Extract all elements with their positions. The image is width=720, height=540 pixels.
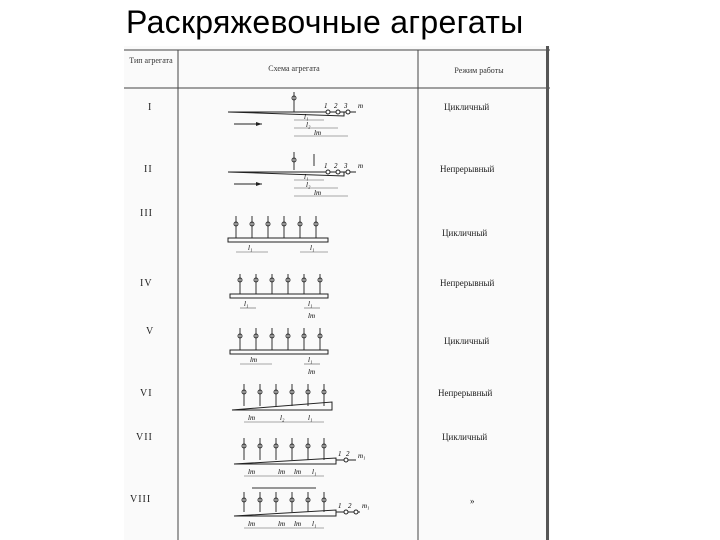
scheme8-dim-lm-b: lm [278, 520, 285, 528]
row-type-5: V [146, 326, 155, 337]
scheme-diagram-4 [224, 270, 374, 322]
scheme1-label-2: 2 [334, 102, 338, 110]
row-type-4: IV [140, 278, 153, 289]
scheme8-label-1: 1 [338, 502, 342, 510]
scheme1-dim-l2: l₂ [306, 121, 311, 129]
scheme7-dim-l1: l₁ [312, 468, 317, 476]
scheme2-label-2: 2 [334, 162, 338, 170]
header-type: Тип агрегата [129, 56, 173, 65]
scheme1-label-m: m [358, 102, 364, 110]
scheme-diagram-1 [224, 90, 374, 144]
scheme3-dim-l1b: l₁ [310, 244, 315, 252]
scheme5-dim-lm2: lm [308, 368, 315, 376]
header-scheme: Схема агрегата [268, 64, 320, 73]
row-mode-3: Цикличный [442, 228, 488, 238]
row-mode-8: » [470, 496, 475, 506]
scheme8-label-2: 2 [348, 502, 352, 510]
scheme8-dim-lm-a: lm [248, 520, 255, 528]
scheme2-label-3: 3 [344, 162, 348, 170]
scheme4-dim-l1a: l₁ [244, 300, 249, 308]
scheme7-dim-lm-a: lm [248, 468, 255, 476]
row-mode-5: Цикличный [444, 336, 490, 346]
scheme1-dim-l1: l₁ [304, 113, 309, 121]
row-mode-7: Цикличный [442, 432, 488, 442]
scheme1-label-1: 1 [324, 102, 328, 110]
scheme4-dim-l1b: l₁ [308, 300, 313, 308]
row-mode-2: Непрерывный [440, 164, 495, 174]
row-type-2: II [144, 164, 153, 175]
scheme8-dim-lm-c: lm [294, 520, 301, 528]
header-mode: Режим работы [454, 66, 504, 75]
scheme7-label-1: 1 [338, 450, 342, 458]
scheme-diagram-3 [224, 212, 374, 262]
scheme7-label-2: 2 [346, 450, 350, 458]
scheme6-dim-l2: l₂ [280, 414, 285, 422]
row-type-8: VIII [130, 494, 152, 505]
slide-title: Раскряжевочные агрегаты [126, 4, 524, 40]
row-type-3: III [140, 208, 153, 219]
scheme7-dim-lm-c: lm [294, 468, 301, 476]
row-mode-1: Цикличный [444, 102, 490, 112]
scheme4-dim-lm: lm [308, 312, 315, 320]
scheme2-label-m: m [358, 162, 364, 170]
row-mode-4: Непрерывный [440, 278, 495, 288]
scheme1-label-3: 3 [344, 102, 348, 110]
scheme1-dim-lm: lm [314, 129, 321, 137]
scheme5-dim-l1: l₁ [308, 356, 313, 364]
scanned-table [124, 46, 550, 540]
scheme-diagram-8 [224, 484, 374, 540]
scheme-diagram-5 [224, 324, 374, 376]
scheme2-dim-l2: l₂ [306, 181, 311, 189]
scheme2-dim-lm: lm [314, 189, 321, 197]
scheme7-dim-lm-b: lm [278, 468, 285, 476]
scheme-diagram-6 [224, 380, 374, 432]
scan-right-edge [546, 46, 549, 540]
row-type-7: VII [136, 432, 153, 443]
scheme2-label-1: 1 [324, 162, 328, 170]
row-type-1: I [148, 102, 153, 113]
scheme-diagram-2 [224, 150, 374, 206]
row-type-6: VI [140, 388, 153, 399]
row-mode-6: Непрерывный [438, 388, 493, 398]
scheme8-label-m1: m₁ [362, 502, 370, 510]
scheme6-dim-lm: lm [248, 414, 255, 422]
scheme7-label-m1: m₁ [358, 452, 366, 460]
scheme2-dim-l1: l₁ [304, 173, 309, 181]
scheme3-dim-l1a: l₁ [248, 244, 253, 252]
scheme-diagram-7 [224, 434, 374, 488]
scheme5-dim-lm: lm [250, 356, 257, 364]
scheme8-dim-l1: l₁ [312, 520, 317, 528]
scheme6-dim-l1: l₁ [308, 414, 313, 422]
